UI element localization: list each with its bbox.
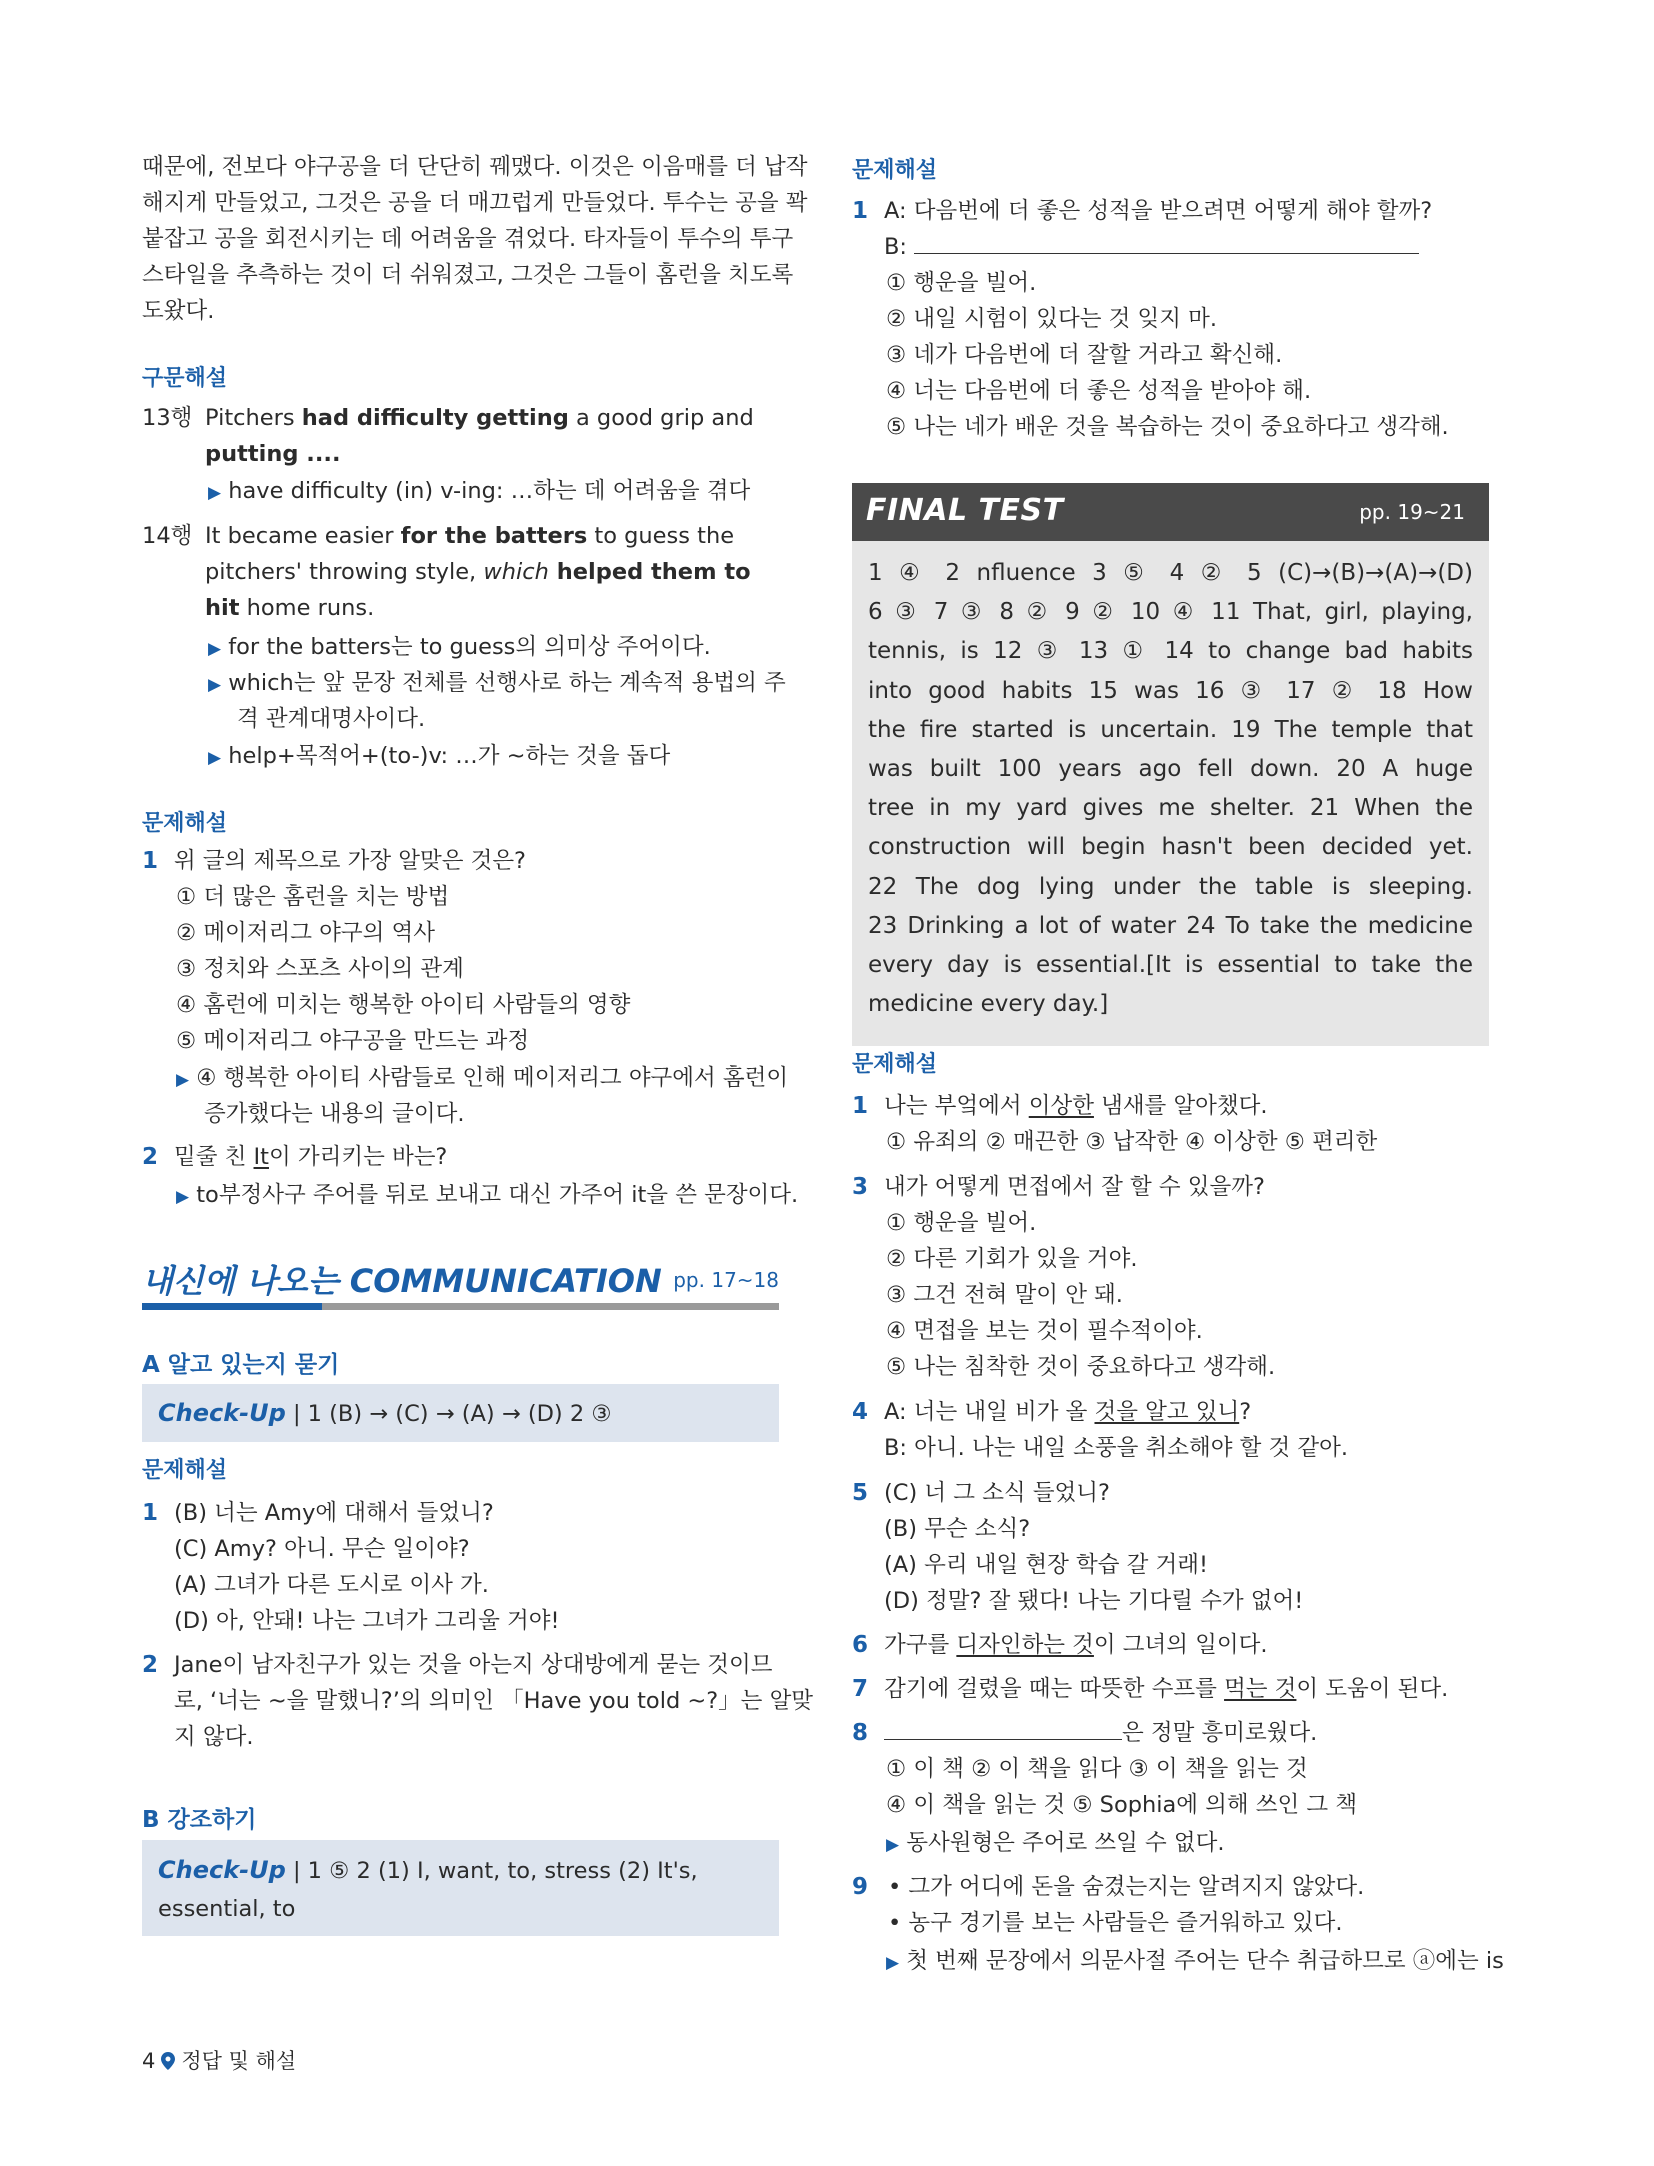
dialogue-line: (D) 정말? 잘 됐다! 나는 기다릴 수가 없어! [884,1588,1304,1614]
dialogue-line: (C) Amy? 아니. 무슨 일이야? [174,1536,470,1562]
intro-line: 도왔다. [142,298,215,324]
triangle-bullet-icon: ▶ [208,748,222,768]
option: ④ 너는 다음번에 더 좋은 성적을 받아야 해. [886,378,1312,404]
syntax-14-note1: ▶ for the batters는 to guess의 의미상 주어이다. [208,634,711,660]
checkup-b-line2: essential, to [158,1896,296,1922]
syntax-num-13: 13행 [142,405,193,431]
dialogue-a: A: 다음번에 더 좋은 성적을 받으려면 어떻게 해야 할까? [884,198,1433,224]
options-row: ④ 이 책을 읽는 것 ⑤ Sophia에 의해 쓰인 그 책 [886,1792,1358,1818]
answer-line: tree in my yard gives me shelter. 21 When the [868,795,1473,822]
answer-line: was built 100 years ago fell down. 20 A huge [868,756,1473,783]
answer-line: 22 The dog lying under the table is sleeping. [868,873,1473,900]
option: ⑤ 나는 네가 배운 것을 복습하는 것이 중요하다고 생각해. [886,414,1449,440]
final-test-answers [852,541,1489,1046]
problem-note: ▶ ④ 행복한 아이티 사람들로 인해 메이저리그 야구에서 홈런이 [176,1065,789,1091]
problem-num: 1 [142,848,159,874]
problem-note: ▶ 첫 번째 문장에서 의문사절 주어는 단수 취급하므로 ⓐ에는 is [886,1948,1504,1974]
intro-line: 해지게 만들었고, 그것은 공을 더 매끄럽게 만들었다. 투수는 공을 꽉 [142,190,808,216]
triangle-bullet-icon: ▶ [176,1187,190,1207]
problem-note: ▶ 동사원형은 주어로 쓰일 수 없다. [886,1830,1225,1856]
option: ② 다른 기회가 있을 거야. [886,1246,1138,1272]
option: ② 내일 시험이 있다는 것 잊지 마. [886,306,1218,332]
intro-line: 스타일을 추측하는 것이 더 쉬워졌고, 그것은 그들이 홈런을 치도록 [142,262,794,288]
problem-heading: 문제해설 [852,158,938,183]
explanation-line: Jane이 남자친구가 있는 것을 아는지 상대방에게 묻는 것이므 [174,1652,773,1678]
problem-question: 밑줄 친 It이 가리키는 바는? [174,1144,448,1170]
option: ③ 네가 다음번에 더 잘할 거라고 확신해. [886,342,1283,368]
option: ① 더 많은 홈런을 치는 방법 [176,884,450,910]
explanation-line: 지 않다. [174,1724,254,1750]
option: ⑤ 메이저리그 야구공을 만드는 과정 [176,1028,530,1054]
answer-line: 1 ④ 2 nfluence 3 ⑤ 4 ② 5 (C)→(B)→(A)→(D) [868,560,1473,586]
options-row: ① 이 책 ② 이 책을 읽다 ③ 이 책을 읽는 것 [886,1756,1308,1782]
final-test-title: FINAL TEST [866,493,1064,528]
syntax-13-line2: putting .... [205,441,341,467]
section-rule-gray [322,1303,779,1310]
triangle-bullet-icon: ▶ [886,1835,900,1855]
problem-num: 1 [142,1500,159,1526]
section-rule-dark [142,1303,322,1310]
page-number: 4 [142,2049,156,2073]
syntax-13-line1: Pitchers had difficulty getting a good grip and [205,405,754,431]
answer-line: construction will begin hasn't been decided yet. [868,834,1473,861]
answer-blank [884,1719,1122,1740]
syntax-14-line2: pitchers' throwing style, which helped them to [205,559,751,585]
dialogue-a: A: 너는 내일 비가 올 것을 알고 있니? [884,1399,1252,1425]
sentence-line: • 그가 어디에 돈을 숨겼는지는 알려지지 않았다. [888,1874,1365,1900]
section-a-title: A 알고 있는지 묻기 [142,1352,340,1378]
triangle-bullet-icon: ▶ [208,639,222,659]
dialogue-line: (C) 너 그 소식 들었니? [884,1480,1110,1506]
checkup-a: Check-Up | 1 (B) → (C) → (A) → (D) 2 ③ [158,1399,612,1427]
problem-question: 위 글의 제목으로 가장 알맞은 것은? [174,848,526,874]
problem-num: 3 [852,1174,869,1200]
problem-heading: 문제해설 [142,811,228,836]
option: ③ 그건 전혀 말이 안 돼. [886,1282,1123,1308]
problem-num: 4 [852,1399,869,1425]
problem-num: 8 [852,1720,869,1746]
dialogue-line: (B) 무슨 소식? [884,1516,1031,1542]
triangle-bullet-icon: ▶ [176,1070,190,1090]
dialogue-b: B: [884,232,1419,262]
problem-num: 5 [852,1480,869,1506]
problem-note: ▶ to부정사구 주어를 뒤로 보내고 대신 가주어 it을 쓴 문장이다. [176,1182,799,1208]
intro-line: 때문에, 전보다 야구공을 더 단단히 꿰맸다. 이것은 이음매를 더 납작 [142,154,808,180]
answer-line: medicine every day.] [868,991,1109,1018]
location-pin-icon [161,2052,175,2070]
dialogue-line: (B) 너는 Amy에 대해서 들었니? [174,1500,494,1526]
problem-heading: 문제해설 [852,1052,938,1077]
problem-num: 2 [142,1144,159,1170]
syntax-13-note: ▶ have difficulty (in) v-ing: …하는 데 어려움을 겪다 [208,478,751,504]
syntax-14-note2: ▶ which는 앞 문장 전체를 선행사로 하는 계속적 용법의 주 [208,670,786,696]
option: ④ 홈런에 미치는 행복한 아이티 사람들의 영향 [176,992,631,1018]
syntax-heading: 구문해설 [142,366,228,391]
option: ① 행운을 빌어. [886,270,1037,296]
option: ⑤ 나는 침착한 것이 중요하다고 생각해. [886,1354,1276,1380]
syntax-num-14: 14행 [142,523,193,549]
sentence-line: • 농구 경기를 보는 사람들은 즐거워하고 있다. [888,1910,1343,1936]
answer-line: tennis, is 12 ③ 13 ① 14 to change bad habits [868,638,1473,665]
dialogue-b: B: 아니. 나는 내일 소풍을 취소해야 할 것 같아. [884,1435,1349,1461]
problem-num: 2 [142,1652,159,1678]
triangle-bullet-icon: ▶ [208,675,222,695]
final-test-pages: pp. 19~21 [1359,500,1465,524]
problem-note-cont: 증가했다는 내용의 글이다. [204,1101,465,1127]
problem-question: 나는 부엌에서 이상한 냄새를 알아챘다. [884,1093,1268,1119]
option: ④ 면접을 보는 것이 필수적이야. [886,1318,1203,1344]
footer-text: 정답 및 해설 [181,2049,297,2073]
dialogue-line: (A) 우리 내일 현장 학습 갈 거래! [884,1552,1208,1578]
final-test-header [852,483,1489,541]
page-footer [142,2045,296,2075]
section-b-title: B 강조하기 [142,1807,257,1833]
problem-num: 7 [852,1676,869,1702]
options-row: ① 유죄의 ② 매끈한 ③ 납작한 ④ 이상한 ⑤ 편리한 [886,1129,1378,1155]
problem-question: 은 정말 흥미로웠다. [884,1718,1317,1748]
dialogue-line: (D) 아, 안돼! 나는 그녀가 그리울 거야! [174,1608,560,1634]
problem-question: 가구를 디자인하는 것이 그녀의 일이다. [884,1632,1268,1658]
answer-line: 6 ③ 7 ③ 8 ② 9 ② 10 ④ 11 That, girl, playing, [868,599,1473,626]
problem-num: 1 [852,198,869,224]
option: ③ 정치와 스포츠 사이의 관계 [176,956,464,982]
syntax-14-note2-cont: 격 관계대명사이다. [237,706,426,732]
communication-title: 내신에 나오는 COMMUNICATION [142,1262,662,1300]
dialogue-line: (A) 그녀가 다른 도시로 이사 가. [174,1572,489,1598]
problem-num: 9 [852,1874,869,1900]
intro-line: 붙잡고 공을 회전시키는 데 어려움을 겪었다. 타자들이 투수의 투구 [142,226,794,252]
answer-line: 23 Drinking a lot of water 24 To take the medicine [868,912,1473,939]
syntax-14-note3: ▶ help+목적어+(to-)v: …가 ~하는 것을 돕다 [208,743,671,769]
checkup-b-line1: Check-Up | 1 ⑤ 2 (1) I, want, to, stress (2) It's, [158,1856,698,1884]
answer-blank [914,233,1419,254]
explanation-line: 로, ‘너는 ~을 말했니?’의 의미인 「Have you told ~?」는 알맞 [174,1688,814,1714]
communication-pages: pp. 17~18 [673,1268,779,1292]
option: ① 행운을 빌어. [886,1210,1037,1236]
triangle-bullet-icon: ▶ [886,1953,900,1973]
answer-line: into good habits 15 was 16 ③ 17 ② 18 How [868,677,1473,704]
triangle-bullet-icon: ▶ [208,483,222,503]
problem-num: 1 [852,1093,869,1119]
problem-heading: 문제해설 [142,1458,228,1483]
problem-question: 감기에 걸렸을 때는 따뜻한 수프를 먹는 것이 도움이 된다. [884,1676,1449,1702]
answer-line: the fire started is uncertain. 19 The temple that [868,716,1473,743]
answer-line: every day is essential.[It is essential to take the [868,952,1473,979]
syntax-14-line3: hit home runs. [205,595,375,621]
option: ② 메이저리그 야구의 역사 [176,920,435,946]
problem-question: 내가 어떻게 면접에서 잘 할 수 있을까? [884,1174,1265,1200]
syntax-14-line1: It became easier for the batters to guess the [205,523,735,549]
problem-num: 6 [852,1632,869,1658]
